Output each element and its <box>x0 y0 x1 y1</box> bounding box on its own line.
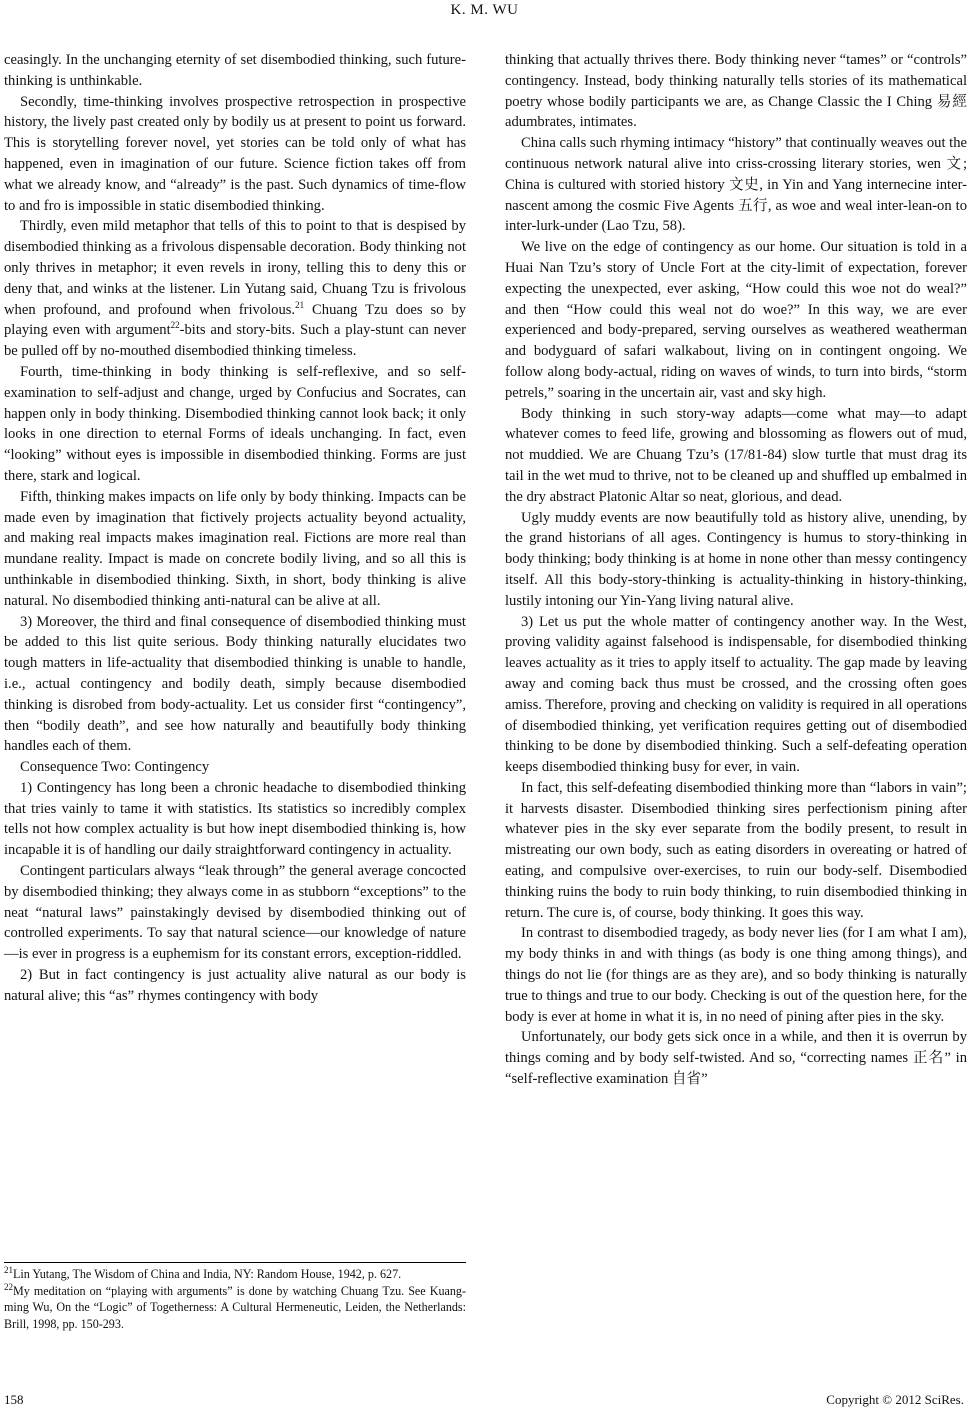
paragraph: Ugly muddy events are now beautifully told as history alive, unending, by the grand historians of all ages. Contingency is humus to story-thinking in body thinking; body thinking is at home in none other than messy contingency itself. All this body-story-thinking is actuality-thinking in history-thinking, lustily intoning our Yin-Yang living natural alive. <box>505 509 967 609</box>
paragraph <box>4 216 466 362</box>
footnote-divider <box>4 1262 466 1263</box>
copyright-notice: Copyright © 2012 SciRes. <box>826 1392 964 1407</box>
paragraph: In contrast to disembodied tragedy, as body never lies (for I am what I am), my body thinks in and with things (as body is one thing among things), and things do not lie (for things are as they are), and so body thinking is naturally true to things and true to our body. Checking is out of the question here, for the body is ever at home in what it is, in no need of pining after pies in the sky. <box>505 925 967 1025</box>
page-number: 158 <box>4 1392 24 1407</box>
paragraph: 3) Moreover, the third and final consequence of disembodied thinking must be added to this list quite serious. Body thinking naturally elucidates two tough matters in life-actuality that disembodied thinking is unable to handle, i.e., actual contingency and bodily death, simply because disembodied thinking is disrobed from body-actuality. Let us consider first “contingency”, then “bodily death”, and see how naturally and beautifully body thinking handles each of them. <box>4 613 466 755</box>
footnote-ref-22: 22 <box>170 320 180 331</box>
paragraph: Fourth, time-thinking in body thinking is self-reflexive, and so self-examination to self-adjust and change, urged by Confucius and Socrates, can happen only in body thinking. Disembodied thinking cannot look back; it only looks in one direction to eternal Forms of ideals unchanging. In fact, even “looking” without eyes is impossible in disembodied thinking. Forms are just there, stark and logical. <box>4 363 466 484</box>
paragraph: 2) But in fact contingency is just actuality alive natural as our body is natural alive; this “as” rhymes contingency with body <box>4 967 466 1004</box>
paragraph: Body thinking in such story-way adapts—come what may—to adapt whatever comes to feed life, growing and blossoming as flowers out of mud, not muddied. We are Chuang Tzu’s (17/81-84) slow turtle that must drag its tail in the wet mud to thrive, not to be cleaned up and shuffled up embalmed in the dry abstract Platonic Altar so neat, glorious, and dead. <box>505 405 967 505</box>
footnote-ref-21: 21 <box>295 299 305 310</box>
paragraph: 3) Let us put the whole matter of contingency another way. In the West, proving validity against falsehood is indispensable, for disembodied thinking leaves actuality as it tries to apply itself to actuality. The gap made by leaving away and coming back thus must be crossed, and the crossing often goes amiss. Therefore, proving and checking on validity is required in all operations of disembodied thinking, yet verification requires getting out of disembodied thinking to be done by disembodied thinking. Such a self-defeating operation keeps disembodied thinking busy for ever, in vain. <box>505 613 967 776</box>
footnote-text: Lin Yutang, The Wisdom of China and India, NY: Random House, 1942, p. 627. <box>13 1267 402 1281</box>
left-column <box>4 50 466 1007</box>
footnote-21 <box>4 1266 466 1283</box>
footnote-text: My meditation on “playing with arguments” is done by watching Chuang Tzu. See Kuang-ming Wu, On the “Logic” of Togetherness: A Cultural Hermeneutic, Leiden, the Netherlands: Brill, 1998, pp. 150-293. <box>4 1283 466 1331</box>
paragraph: ceasingly. In the unchanging eternity of set disembodied thinking, such future-thinking is unthinkable. <box>4 52 466 89</box>
paragraph: Fifth, thinking makes impacts on life only by body thinking. Impacts can be made even by imagination that fictively projects actuality beyond actuality, and making real impacts makes imagination real. Fictions are more real than mundane reality. Impact is made on concrete bodily living, and so all this is unthinkable in disembodied thinking. Sixth, in short, body thinking is alive natural. No disembodied thinking anti-natural can be alive at all. <box>4 488 466 609</box>
footnote-mark: 21 <box>4 1264 13 1275</box>
text-run: -bits and story-bits. Such a play-stunt can never be pulled off by no-mouthed disembodied thinking timeless. <box>4 322 467 360</box>
footnote-22 <box>4 1283 466 1333</box>
paragraph: 1) Contingency has long been a chronic headache to disembodied thinking that tries vainly to tame it with statistics. Its statistics so incredibly complex tells not how complex actuality is but how inept disembodied thinking is, how incapable it is of handling our daily straightforward contingency in actuality. <box>4 779 466 859</box>
paragraph: We live on the edge of contingency as our home. Our situation is told in a Huai Nan Tzu’s story of Uncle Fort at the city-limit of expectation, forever expecting the unexpected, ever asking, “How could this woe not do weal?” and then “How could this weal not do woe?” In this way, we are ever experienced and body-prepared, serving ourselves as weathered weatherman and bodyguard of safari walkabout, living on in contingent ongoing. We follow along body-actual, riding on waves of winds, to turn into birds, “storm petrels,” soaring in the uncertain air, vast and sky high. <box>505 239 967 401</box>
paragraph: Contingent particulars always “leak through” the general average concocted by disembodied thinking; they always come in as stubborn “exceptions” to the neat “natural laws” painstakingly devised by disembodied thinking out of controlled experiments. To say that natural science—our knowledge of nature—is ever in progress is a euphemism for its constant errors, exception-riddled. <box>4 863 466 963</box>
section-heading: Consequence Two: Contingency <box>20 759 210 776</box>
running-head: K. M. WU <box>450 2 519 18</box>
paragraph: thinking that actually thrives there. Body thinking never “tames” or “controls” contingency. Instead, body thinking naturally tells stories of its mathematical poetry whose bodily participants we are, as Change Classic the I Ching 易經 adumbrates, intimates. <box>505 52 967 131</box>
paragraph: China calls such rhyming intimacy “history” that continually weaves out the continuous network natural alive into criss-crossing literary stories, wen 文; China is cultured with storied history 文史, in Yin and Yang internecine inter-nascent among the cosmic Five Agents 五行, as woe and weal inter-lean-on to inter-lurk-under (Lao Tzu, 58). <box>505 135 967 235</box>
text-run: Chuang Tzu does so by playing even with argument <box>4 301 467 339</box>
right-column <box>505 50 967 1090</box>
paragraph: Unfortunately, our body gets sick once in a while, and then it is overrun by things coming and by body self-twisted. And so, “correcting names 正名” in “self-reflective examination 自省” <box>505 1029 967 1088</box>
footnote-mark: 22 <box>4 1281 13 1292</box>
paragraph: Secondly, time-thinking involves prospective retrospection in prospective history, the lively past created only by bodily us at present to point us forward. This is storytelling forever novel, yet stories can be told only of what has happened, even in imagination of our future. Science fiction takes off from what we already know, and “already” is the past. Such dynamics of time-flow to and fro is impossible in static disembodied thinking. <box>4 93 466 214</box>
paragraph: In fact, this self-defeating disembodied thinking more than “labors in vain”; it harvests disaster. Disembodied thinking sires perfectionism pining after whatever pies in the sky ever separate from the bodily present, to result in mistreating our own body, such as eating disorders in overeating or hatred of eating, and compulsive over-exercises, to ruin our body-self. Disembodied thinking ruins the body to ruin body thinking, to ruin disembodied thinking in return. The cure is, of course, body thinking. It goes this way. <box>505 779 967 921</box>
text-run: Thirdly, even mild metaphor that tells of this to point to that is despised by disembodied thinking as a frivolous dispensable decoration. Body thinking not only thrives in metaphor; it even revels in irony, telling this to deny this or deny that, and winks at the listener. Lin Yutang said, Chuang Tzu is frivolous when profound, and profound when frivolous. <box>4 218 466 318</box>
footnotes <box>4 1266 466 1332</box>
